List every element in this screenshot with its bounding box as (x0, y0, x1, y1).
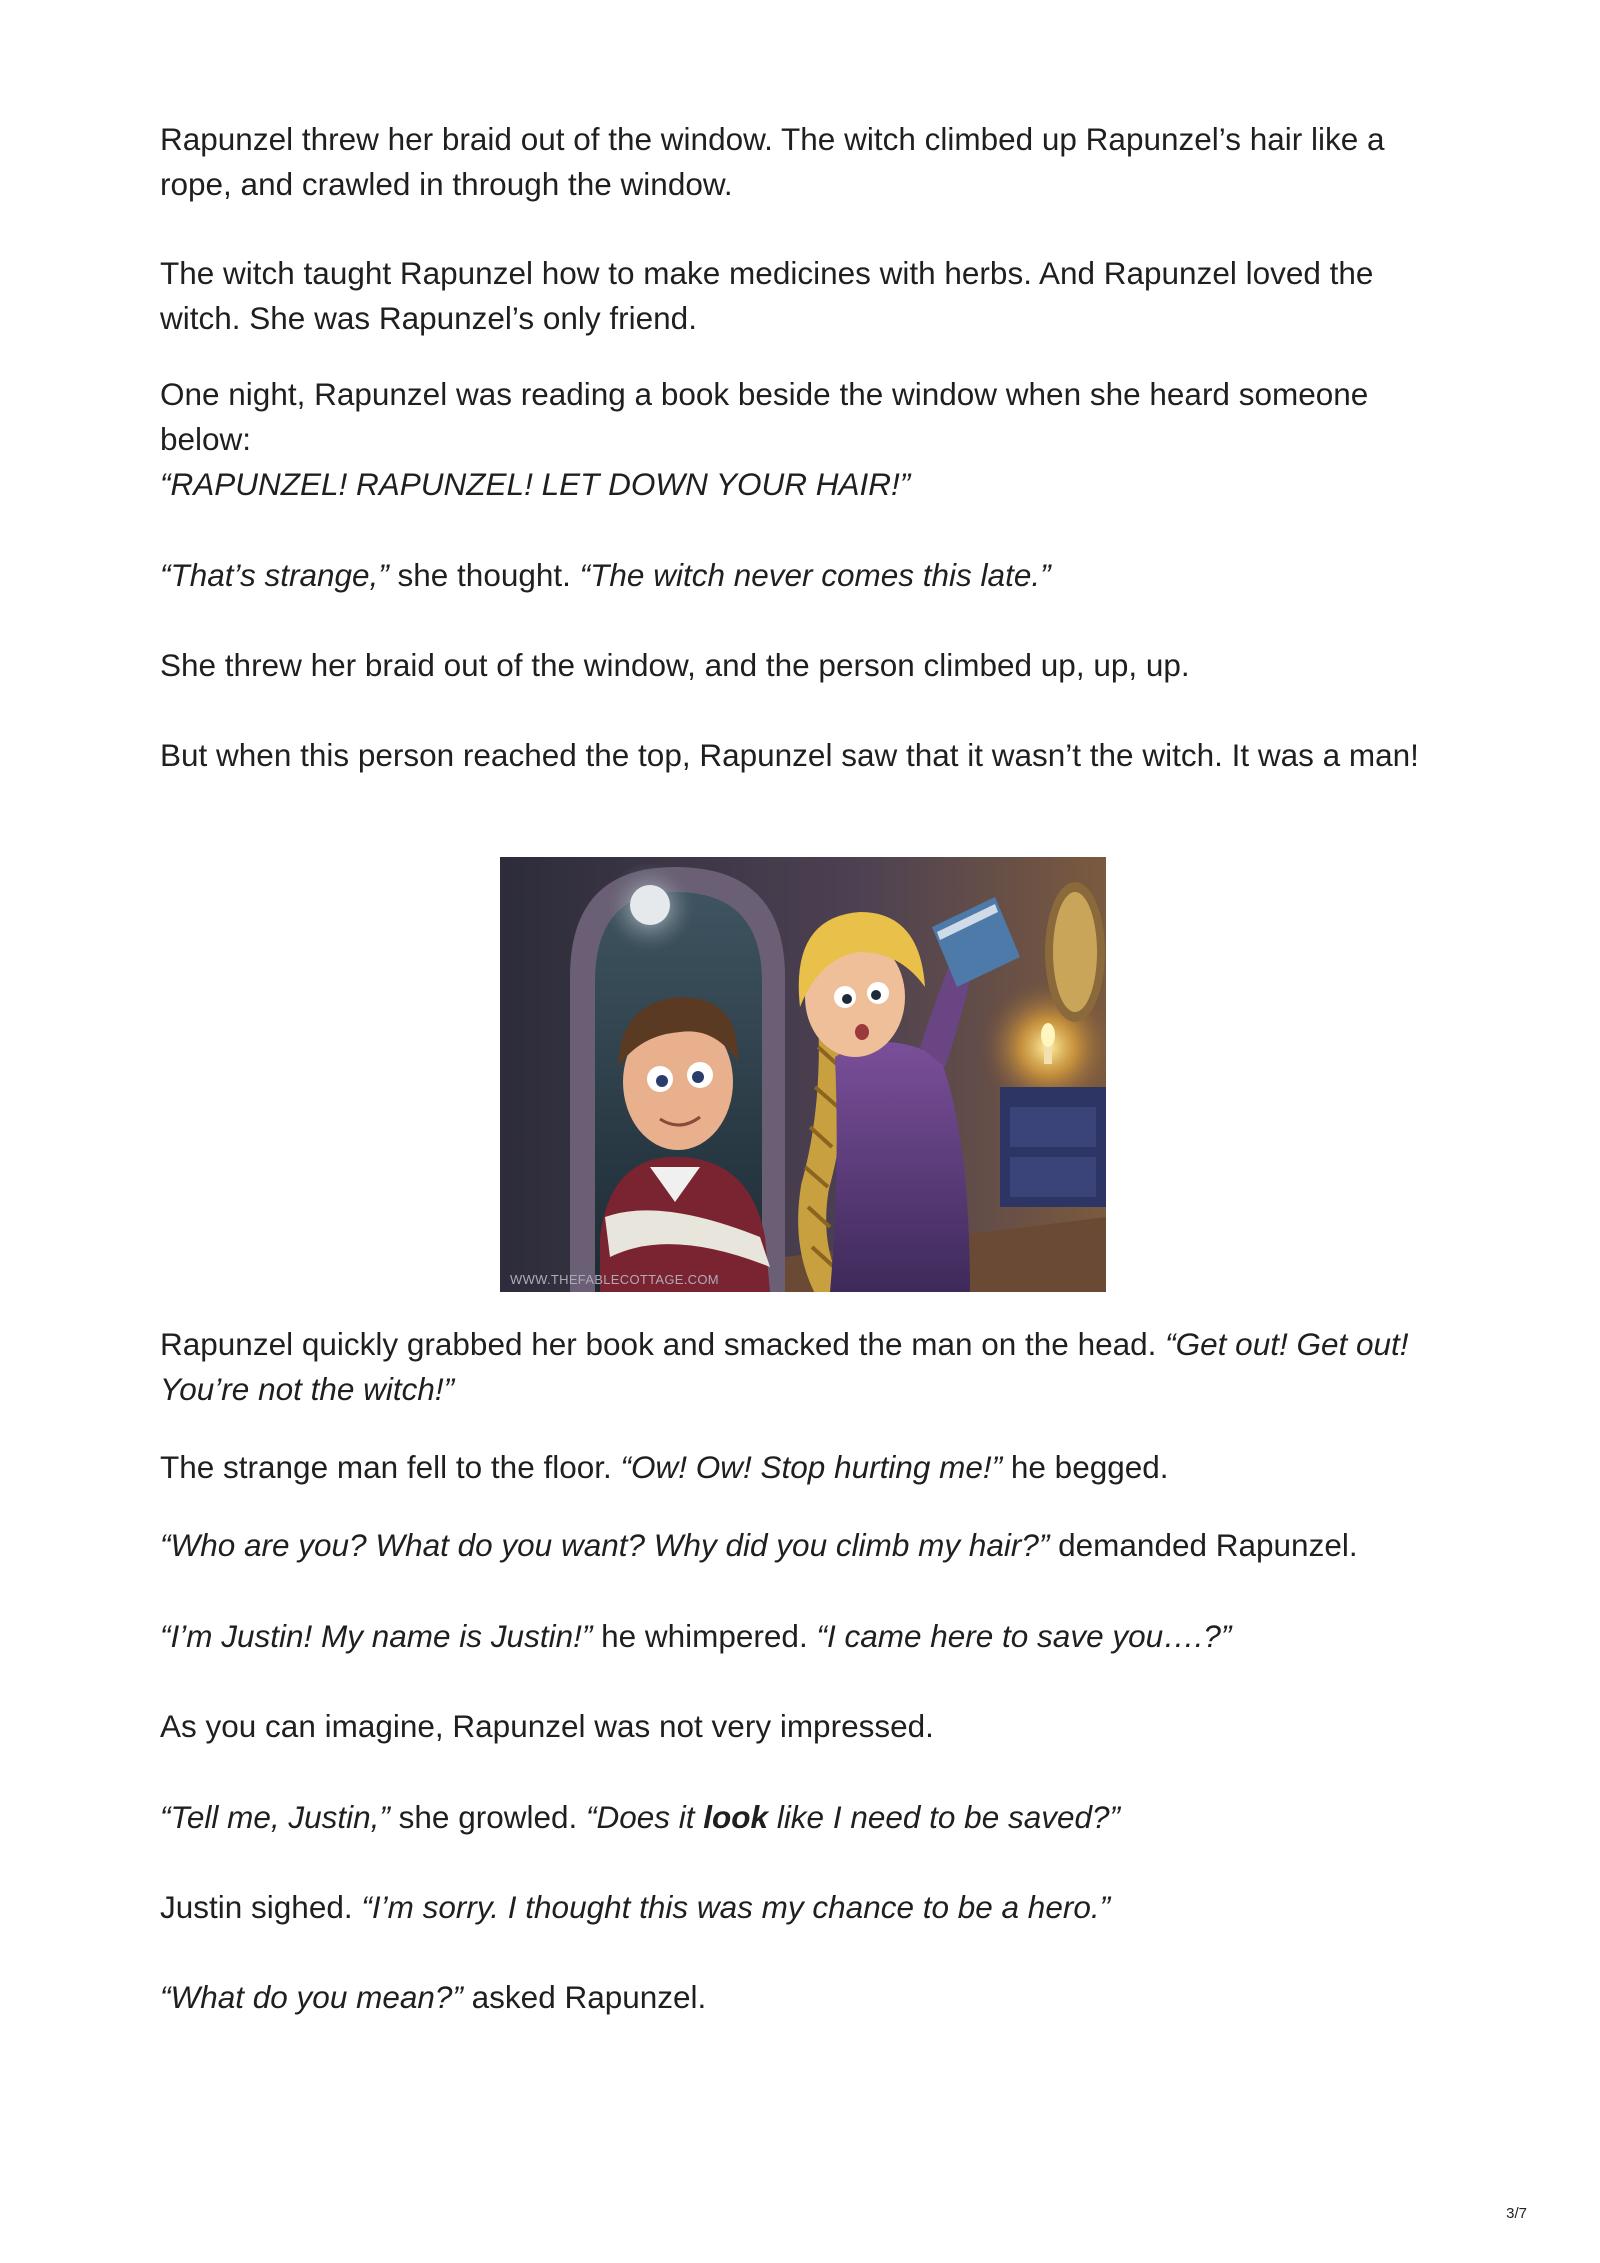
text-run: She threw her braid out of the window, and the person climbed up, up, up. (160, 647, 1190, 683)
text-run: like I need to be saved?” (768, 1799, 1121, 1835)
text-run: “I came here to save you….?” (816, 1618, 1232, 1654)
text-run: “Get out! Get out! You’re not the witch!” (160, 1326, 1409, 1407)
paragraph (160, 1885, 1450, 1930)
text-run: “That’s strange,” (160, 557, 389, 593)
text-run: As you can imagine, Rapunzel was not very impressed. (160, 1708, 934, 1744)
text-run: she growled. (389, 1799, 587, 1835)
paragraph (160, 1704, 1450, 1749)
paragraph (160, 1795, 1450, 1840)
text-run: asked Rapunzel. (462, 1979, 707, 2015)
text-run: Rapunzel quickly grabbed her book and smacked the man on the head. (160, 1326, 1166, 1362)
paragraph (160, 372, 1450, 462)
text-run: “What do you mean?” (160, 1979, 463, 2015)
text-run: demanded Rapunzel. (1049, 1527, 1358, 1563)
illustration-watermark: WWW.THEFABLECOTTAGE.COM (510, 1272, 719, 1287)
page-number: 3/7 (1506, 2205, 1527, 2222)
paragraph (160, 462, 1450, 507)
text-run: The witch taught Rapunzel how to make medicines with herbs. And Rapunzel loved the witch. She was Rapunzel’s only friend. (160, 255, 1374, 336)
text-run: But when this person reached the top, Rapunzel saw that it wasn’t the witch. It was a man! (160, 737, 1419, 773)
text-run: “I’m sorry. I thought this was my chance to be a hero.” (361, 1889, 1111, 1925)
paragraph (160, 733, 1450, 778)
text-run: “Ow! Ow! Stop hurting me!” (620, 1449, 1003, 1485)
text-run: “The witch never comes this late.” (579, 557, 1051, 593)
text-run: “Tell me, Justin,” (160, 1799, 390, 1835)
paragraph (160, 1614, 1450, 1659)
paragraph (160, 117, 1450, 207)
text-run: “Who are you? What do you want? Why did you climb my hair?” (160, 1527, 1050, 1563)
text-run: he whimpered. (592, 1618, 817, 1654)
text-run: “Does it (586, 1799, 704, 1835)
storybook-illustration-icon (500, 857, 1106, 1292)
storybook-illustration (500, 857, 1106, 1292)
text-run: “I’m Justin! My name is Justin!” (160, 1618, 593, 1654)
paragraph (160, 553, 1450, 598)
paragraph (160, 643, 1450, 688)
paragraph (160, 1975, 1450, 2020)
text-run: she thought. (388, 557, 580, 593)
text-run: look (703, 1799, 769, 1835)
text-run: Rapunzel threw her braid out of the window. The witch climbed up Rapunzel’s hair like a rope, and crawled in through the window. (160, 121, 1385, 202)
text-run: Justin sighed. (160, 1889, 362, 1925)
paragraph (160, 1322, 1450, 1412)
paragraph (160, 251, 1450, 341)
paragraph (160, 1523, 1450, 1568)
text-run: One night, Rapunzel was reading a book beside the window when she heard someone below: (160, 376, 1369, 457)
text-run: “RAPUNZEL! RAPUNZEL! LET DOWN YOUR HAIR!” (160, 466, 911, 502)
text-run: The strange man fell to the floor. (160, 1449, 621, 1485)
text-run: he begged. (1002, 1449, 1169, 1485)
paragraph (160, 1445, 1450, 1490)
